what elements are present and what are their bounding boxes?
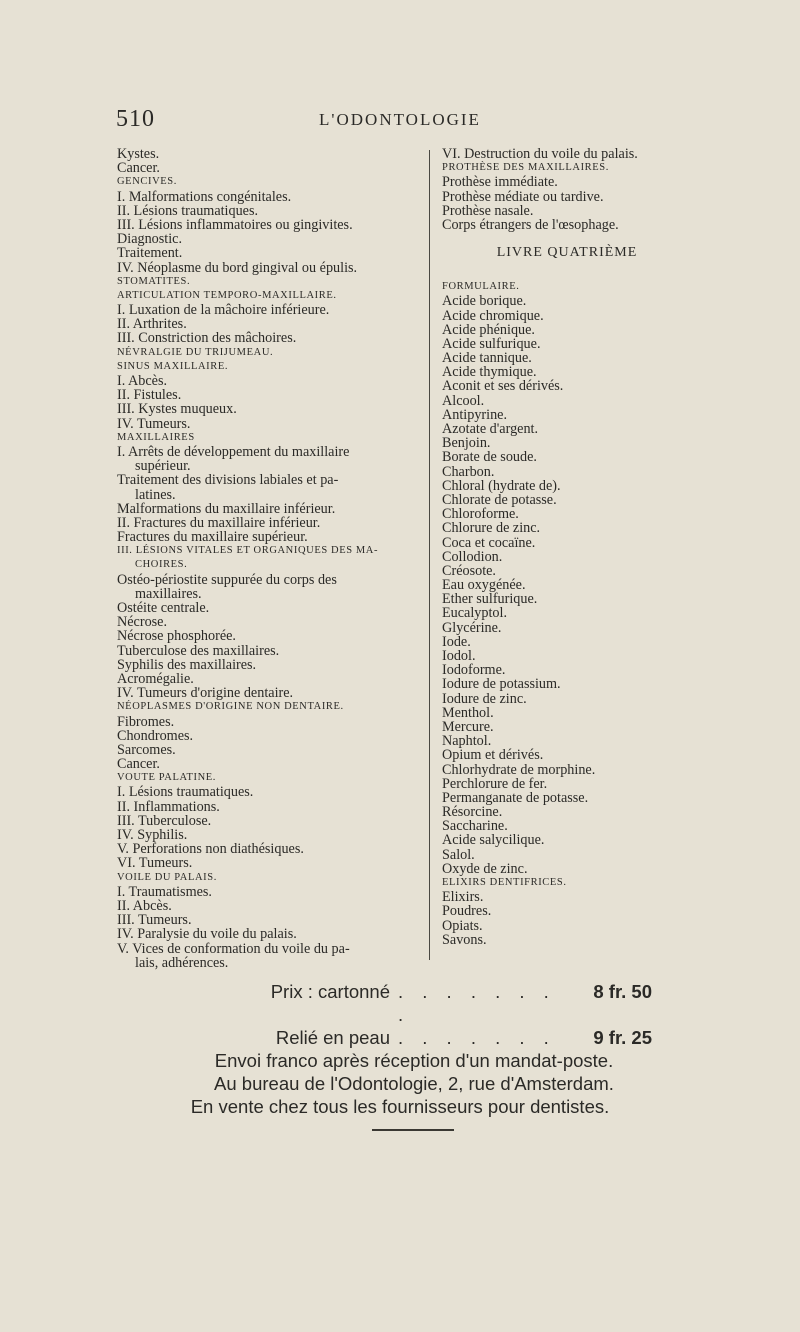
toc-entry: Acromégalie. [117, 670, 194, 687]
toc-entry: GENCIVES. [117, 176, 177, 188]
column-divider [429, 150, 430, 960]
toc-entry: IV. Tumeurs. [117, 415, 191, 432]
toc-entry: V. Perforations non diathésiques. [117, 841, 304, 858]
toc-entry: Collodion. [442, 548, 503, 565]
toc-entry: Azotate d'argent. [442, 421, 539, 437]
toc-entry: II. Fistules. [117, 387, 182, 404]
price-value: 8 fr. 50 [593, 981, 652, 1002]
toc-entry: Mercure. [442, 718, 494, 735]
toc-entry: Nécrose phosphorée. [117, 628, 236, 645]
toc-entry: Opiats. [442, 917, 483, 934]
closing-rule [372, 1129, 454, 1131]
toc-entry: Salol. [442, 846, 475, 863]
toc-entry: III. Kystes muqueux. [117, 401, 237, 418]
toc-entry: Créosote. [442, 562, 496, 579]
toc-entry: Alcool. [442, 392, 485, 409]
toc-entry: I. Abcès. [117, 373, 168, 389]
toc-entry: Fibromes. [117, 713, 175, 730]
pricing-block [0, 980, 800, 1118]
toc-entry: Prothèse médiate ou tardive. [442, 188, 604, 205]
toc-entry: VOUTE PALATINE. [117, 772, 217, 784]
toc-entry: NÉOPLASMES D'ORIGINE NON DENTAIRE. [117, 701, 344, 713]
toc-entry: Iodure de zinc. [442, 690, 527, 707]
toc-entry: VI. Tumeurs. [117, 855, 193, 872]
toc-entry: Acide borique. [442, 293, 527, 310]
toc-entry: SINUS MAXILLAIRE. [117, 360, 229, 372]
toc-entry: latines. [135, 486, 176, 503]
toc-entry: Résorcine. [442, 804, 503, 821]
toc-entry: VOILE DU PALAIS. [117, 871, 217, 883]
toc-entry: Acide sulfurique. [442, 335, 541, 352]
toc-entry: Ostéite centrale. [117, 600, 210, 616]
toc-entry: Tuberculose des maxillaires. [117, 642, 280, 659]
toc-entry: NÉVRALGIE DU TRIJUMEAU. [117, 346, 274, 358]
toc-entry: maxillaires. [135, 585, 202, 602]
toc-entry: IV. Syphilis. [117, 827, 188, 843]
toc-entry: Chloroforme. [442, 506, 519, 523]
toc-entry: Menthol. [442, 704, 494, 721]
toc-entry: Chlorhydrate de morphine. [442, 761, 596, 778]
toc-entry: Iode. [442, 633, 471, 650]
toc-entry: lais, adhérences. [135, 954, 229, 971]
toc-entry: Glycérine. [442, 619, 502, 636]
toc-entry: Iodoforme. [442, 662, 506, 679]
toc-entry: Cancer. [117, 756, 160, 773]
toc-entry: Corps étrangers de l'œsophage. [442, 216, 619, 233]
toc-entry: Charbon. [442, 463, 495, 480]
toc-entry: Saccharine. [442, 818, 508, 835]
price-row-cartonne [0, 980, 800, 1026]
toc-entry: III. LÉSIONS VITALES ET ORGANIQUES DES MA- [117, 545, 379, 557]
toc-entry: Permanganate de potasse. [442, 789, 589, 806]
toc-entry: V. Vices de conformation du voile du pa- [117, 940, 350, 957]
toc-entry: Eucalyptol. [442, 605, 508, 622]
toc-entry: I. Malformations congénitales. [117, 188, 292, 205]
toc-entry: Chlorate de potasse. [442, 491, 557, 508]
toc-entry: III. Tumeurs. [117, 912, 192, 929]
toc-entry: Prothèse nasale. [442, 202, 534, 219]
toc-entry: Ostéo-périostite suppurée du corps des [117, 571, 337, 588]
toc-entry: Iodol. [442, 648, 476, 664]
toc-entry: Savons. [442, 931, 487, 948]
toc-entry: IV. Néoplasme du bord gingival ou épulis. [117, 259, 358, 276]
toc-entry: STOMATITES. [117, 275, 191, 287]
toc-entry: ARTICULATION TEMPORO-MAXILLAIRE. [117, 289, 337, 301]
toc-entry: I. Arrêts de développement du maxillaire [117, 443, 350, 460]
toc-entry: Aconit et ses dérivés. [442, 378, 564, 395]
toc-entry: PROTHÈSE DES MAXILLAIRES. [442, 162, 609, 174]
toc-entry: III. Constriction des mâchoires. [117, 330, 297, 347]
toc-entry: Acide phénique. [442, 321, 535, 338]
toc-entry: Chlorure de zinc. [442, 520, 541, 537]
toc-entry: ELIXIRS DENTIFRICES. [442, 877, 567, 888]
toc-entry: I. Luxation de la mâchoire inférieure. [117, 302, 330, 319]
toc-entry: Perchlorure de fer. [442, 775, 548, 792]
toc-entry: Oxyde de zinc. [442, 860, 528, 877]
table-of-contents-left [117, 147, 422, 970]
toc-entry: Fractures du maxillaire supérieur. [117, 529, 308, 546]
toc-entry: Chondromes. [117, 727, 194, 744]
toc-entry: Ether sulfurique. [442, 591, 538, 608]
toc-entry: Eau oxygénée. [442, 577, 526, 594]
toc-entry: Iodure de potassium. [442, 676, 561, 693]
toc-entry: Kystes. [117, 146, 160, 162]
toc-entry: Borate de soude. [442, 449, 537, 466]
toc-entry: CHOIRES. [135, 559, 188, 571]
toc-entry: Diagnostic. [117, 231, 183, 248]
toc-entry: Traitement des divisions labiales et pa- [117, 472, 339, 489]
toc-entry: FORMULAIRE. [442, 281, 520, 293]
toc-entry: Elixirs. [442, 889, 484, 906]
price-row-relie [0, 1026, 800, 1049]
toc-entry: Acide chromique. [442, 307, 544, 324]
toc-entry: III. Lésions inflammatoires ou gingivites. [117, 216, 353, 233]
office-address: Au bureau de l'Odontologie, 2, rue d'Amsterdam. [214, 1073, 614, 1094]
toc-entry: Naphtol. [442, 733, 492, 750]
toc-entry: Traitement. [117, 245, 183, 262]
toc-entry: II. Inflammations. [117, 798, 220, 815]
book-four-heading: LIVRE QUATRIÈME [496, 245, 638, 261]
toc-entry: Sarcomes. [117, 741, 176, 758]
toc-entry: Coca et cocaïne. [442, 534, 536, 551]
table-of-contents-right [442, 147, 692, 947]
toc-right-bottom [442, 280, 692, 947]
toc-entry: Opium et dérivés. [442, 747, 544, 764]
toc-entry: Antipyrine. [442, 406, 508, 423]
toc-entry: Benjoin. [442, 435, 491, 452]
toc-entry: VI. Destruction du voile du palais. [442, 146, 638, 162]
toc-entry: I. Traumatismes. [117, 883, 212, 900]
price-value: 9 fr. 25 [593, 1027, 652, 1048]
toc-entry: III. Tuberculose. [117, 812, 212, 829]
toc-entry: supérieur. [135, 458, 191, 475]
leader-dots: . . . . . . . [398, 1027, 556, 1048]
toc-entry: Acide salycilique. [442, 832, 545, 849]
toc-right-top [442, 147, 692, 232]
toc-entry: Acide thymique. [442, 364, 537, 381]
toc-entry: Prothèse immédiate. [442, 174, 558, 191]
running-title: L'ODONTOLOGIE [319, 110, 481, 129]
toc-entry: Cancer. [117, 160, 160, 177]
toc-entry: II. Abcès. [117, 897, 172, 914]
price-label: Prix : cartonné [270, 981, 390, 1002]
toc-entry: Syphilis des maxillaires. [117, 656, 257, 673]
toc-entry: Chloral (hydrate de). [442, 477, 561, 494]
toc-entry: II. Lésions traumatiques. [117, 202, 259, 219]
shipping-notice: Envoi franco après réception d'un mandat-poste. [214, 1050, 614, 1071]
sales-notice: En vente chez tous les fournisseurs pour dentistes. [190, 1096, 610, 1117]
toc-entry: Poudres. [442, 903, 492, 920]
page-number: 510 [116, 106, 155, 132]
toc-entry: Acide tannique. [442, 350, 532, 367]
toc-entry: Malformations du maxillaire inférieur. [117, 500, 336, 517]
toc-entry: II. Arthrites. [117, 316, 187, 333]
toc-entry: II. Fractures du maxillaire inférieur. [117, 514, 321, 531]
leader-dots: . . . . . . . . [398, 981, 556, 1025]
toc-entry: I. Lésions traumatiques. [117, 784, 254, 801]
toc-entry: IV. Tumeurs d'origine dentaire. [117, 685, 294, 702]
toc-entry: IV. Paralysie du voile du palais. [117, 926, 297, 943]
toc-entry: MAXILLAIRES [117, 431, 195, 443]
price-label: Relié en peau [275, 1027, 390, 1048]
toc-entry: Nécrose. [117, 614, 168, 631]
